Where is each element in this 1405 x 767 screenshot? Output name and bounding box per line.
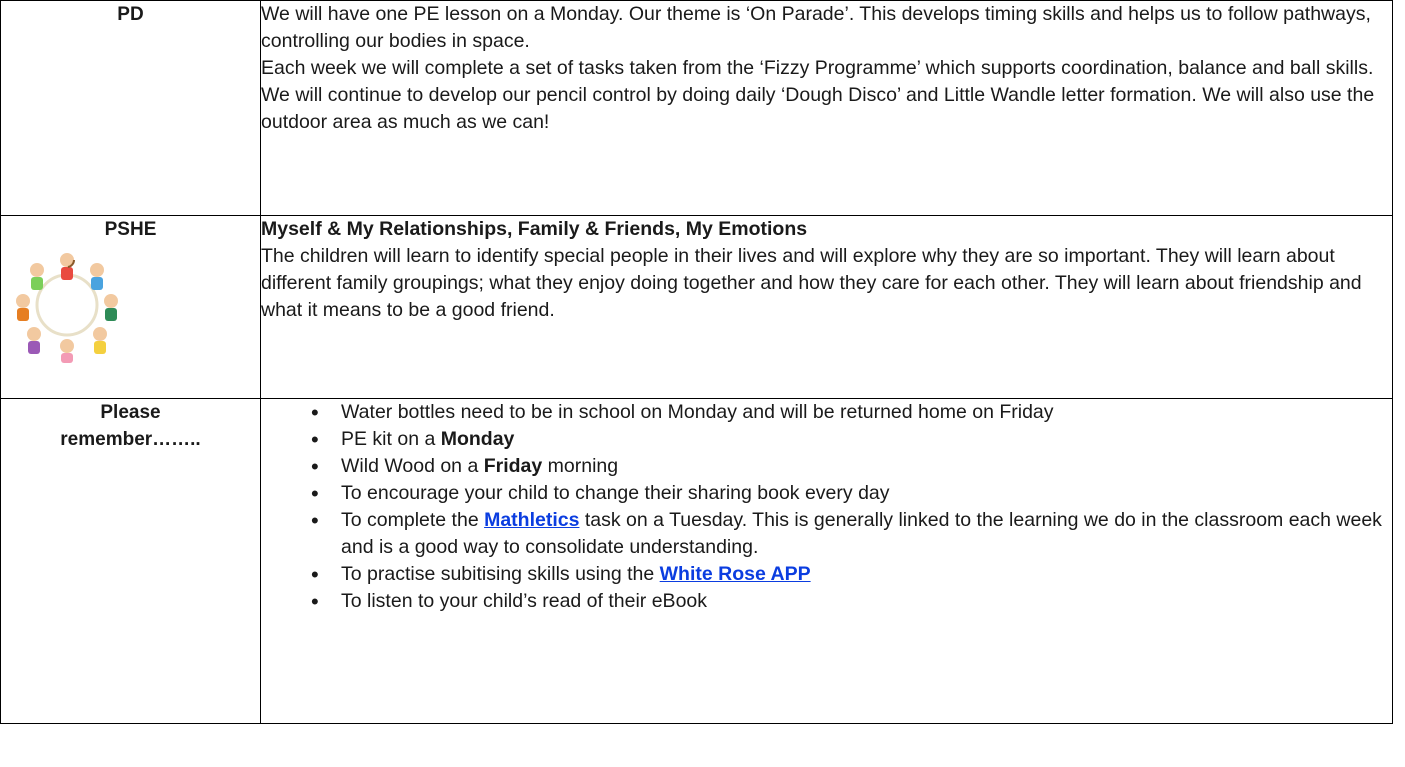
list-item (311, 588, 1392, 615)
remember-label-line2: remember…….. (60, 429, 201, 450)
remember-label-line1: Please (100, 402, 161, 423)
item-text: To practise subitising skills using the (341, 563, 660, 585)
day-monday: Monday (440, 428, 515, 450)
list-item (311, 399, 1392, 426)
pd-label: PD (117, 4, 144, 25)
white-rose-app-link[interactable]: White Rose APP (659, 563, 811, 585)
list-item (311, 507, 1392, 561)
item-text: Wild Wood on a (341, 455, 484, 477)
row-pshe (1, 216, 1393, 399)
pshe-label: PSHE (104, 219, 157, 240)
row-remember (1, 399, 1393, 724)
row-pd (1, 1, 1393, 216)
item-text: To encourage your child to change their sharing book every day (341, 482, 890, 504)
children-circle-icon (8, 246, 126, 364)
remember-list (261, 399, 1392, 615)
list-item (311, 453, 1392, 480)
content-cell-pd (261, 1, 1393, 216)
item-text: morning (542, 455, 619, 477)
content-cell-remember (261, 399, 1393, 724)
list-item (311, 426, 1392, 453)
pshe-heading: Myself & My Relationships, Family & Friends, My Emotions (261, 218, 808, 240)
content-cell-pshe (261, 216, 1393, 399)
item-text: Water bottles need to be in school on Monday and will be returned home on Friday (341, 401, 1054, 423)
item-text: PE kit on a (341, 428, 441, 450)
label-cell-pd (1, 1, 261, 216)
pd-paragraph-2: Each week we will complete a set of tasks taken from the ‘Fizzy Programme’ which supports coordination, balance and ball skills. We will continue to develop our pencil control by doing daily ‘Dough Disco’ and Little Wandle letter formation. We will also use the outdoor area as much as we can! (261, 57, 1375, 133)
item-text: task on a Tuesday. This is generally linked to the learning we do in the classroom each week and is a good way to consolidate understanding. (341, 509, 1382, 558)
item-text: To complete the (341, 509, 485, 531)
mathletics-link[interactable]: Mathletics (484, 509, 580, 531)
label-cell-pshe (1, 216, 261, 399)
day-friday: Friday (483, 455, 543, 477)
item-text: To listen to your child’s read of their eBook (341, 590, 708, 612)
label-cell-remember (1, 399, 261, 724)
pshe-body: The children will learn to identify special people in their lives and will explore why they are so important. They will learn about different family groupings; what they enjoy doing together and how they care for each other. They will learn about friendship and what it means to be a good friend. (261, 245, 1362, 321)
list-item (311, 561, 1392, 588)
pd-paragraph-1: We will have one PE lesson on a Monday. Our theme is ‘On Parade’. This develops timing skills and helps us to follow pathways, controlling our bodies in space. (261, 3, 1371, 52)
list-item (311, 480, 1392, 507)
